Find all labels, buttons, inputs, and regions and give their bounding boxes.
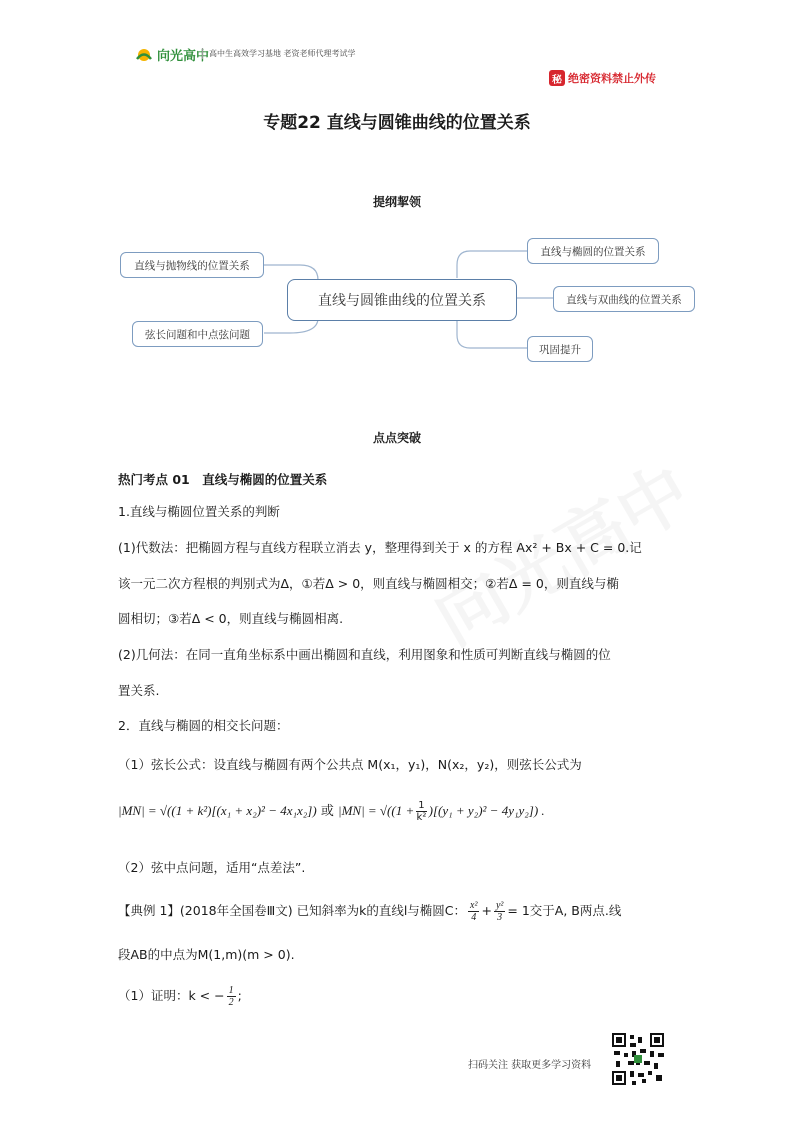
paragraph: 圆相切；③若Δ < 0，则直线与椭圆相离. (118, 611, 344, 626)
mindmap-center-node: 直线与圆锥曲线的位置关系 (287, 279, 517, 321)
seal-icon: 秘 (549, 70, 565, 86)
example-1-line2: 段AB的中点为M(1,m)(m > 0). (118, 947, 295, 962)
formula-2-left: |MN| = √((1 + (338, 803, 415, 818)
paragraph: 置关系. (118, 683, 160, 698)
section-heading: 点点突破 (372, 431, 421, 445)
mindmap-node-ellipse: 直线与椭圆的位置关系 (527, 238, 659, 264)
formula-1: |MN| = √((1 + k²)[(x₁ + x₂)² − 4x₁x₂]) (118, 803, 317, 818)
proof-prefix: （1）证明：k < − (118, 988, 225, 1003)
formula-or: 或 (320, 804, 334, 819)
paragraph: 1.直线与椭圆位置关系的判断 (118, 504, 280, 519)
fraction-denominator: 3 (497, 912, 503, 923)
paragraph: (2)几何法：在同一直角坐标系中画出椭圆和直线，利用图象和性质可判断直线与椭圆的位 (118, 647, 611, 662)
hot-point-title: 热门考点 01 直线与椭圆的位置关系 (118, 472, 328, 487)
qr-code-icon (612, 1033, 664, 1085)
paragraph: 该一元二次方程根的判别式为Δ，①若Δ > 0，则直线与椭圆相交；②若Δ = 0，则直线与椭 (118, 576, 619, 591)
proof-fraction (227, 985, 236, 1008)
paragraph: （2）弦中点问题，适用“点差法”. (118, 860, 306, 875)
brand-slogan: 高中生高效学习基地 老资老师代理考试学 (202, 48, 356, 59)
paragraph: （1）弦长公式：设直线与椭圆有两个公共点 M(x₁，y₁)，N(x₂，y₂)，则弦长公式为 (118, 757, 582, 772)
mindmap-connectors (0, 0, 794, 400)
mindmap-node-parabola: 直线与抛物线的位置关系 (120, 252, 264, 278)
secret-label: 绝密资料禁止外传 (568, 72, 656, 85)
outline-heading: 提纲挈领 (372, 195, 421, 209)
fraction-denominator: k² (416, 812, 427, 823)
fraction-numerator: 1 (228, 985, 234, 996)
fraction-numerator: y² (495, 900, 504, 911)
fraction-denominator: 4 (471, 912, 477, 923)
example-prefix: 【典例 1】(2018年全国卷Ⅲ文) 已知斜率为k的直线l与椭圆C： (118, 903, 467, 918)
example-fraction-y (494, 900, 505, 923)
proof-line (118, 985, 242, 1008)
paragraph: 2．直线与椭圆的相交长问题： (118, 718, 289, 733)
fraction-numerator: x² (470, 900, 478, 911)
proof-suffix: ; (237, 988, 242, 1003)
formula-2-right: )[(y₁ + y₂)² − 4y₁y₂]) . (428, 803, 545, 818)
paragraph: (1)代数法：把椭圆方程与直线方程联立消去 y，整理得到关于 x 的方程 Ax² + Bx + C = 0.记 (118, 540, 642, 555)
fraction-denominator: 2 (228, 997, 234, 1008)
example-suffix: = 1交于A, B两点.线 (507, 903, 622, 918)
example-1-line1 (118, 900, 621, 923)
fraction-numerator: 1 (418, 800, 425, 811)
mindmap-node-chord: 弦长问题和中点弦问题 (132, 321, 263, 347)
formula-2-fraction (416, 800, 426, 823)
chord-length-formula (118, 800, 545, 823)
mindmap-node-consolidate: 巩固提升 (527, 336, 593, 362)
example-fraction-x (468, 900, 479, 923)
footer-text: 扫码关注 获取更多学习资料 (468, 1060, 592, 1071)
brand-name: 向光高中 (157, 49, 210, 64)
mindmap-node-hyperbola: 直线与双曲线的位置关系 (553, 286, 695, 312)
page-title: 专题22 直线与圆锥曲线的位置关系 (263, 113, 531, 133)
example-plus: + (481, 903, 492, 918)
